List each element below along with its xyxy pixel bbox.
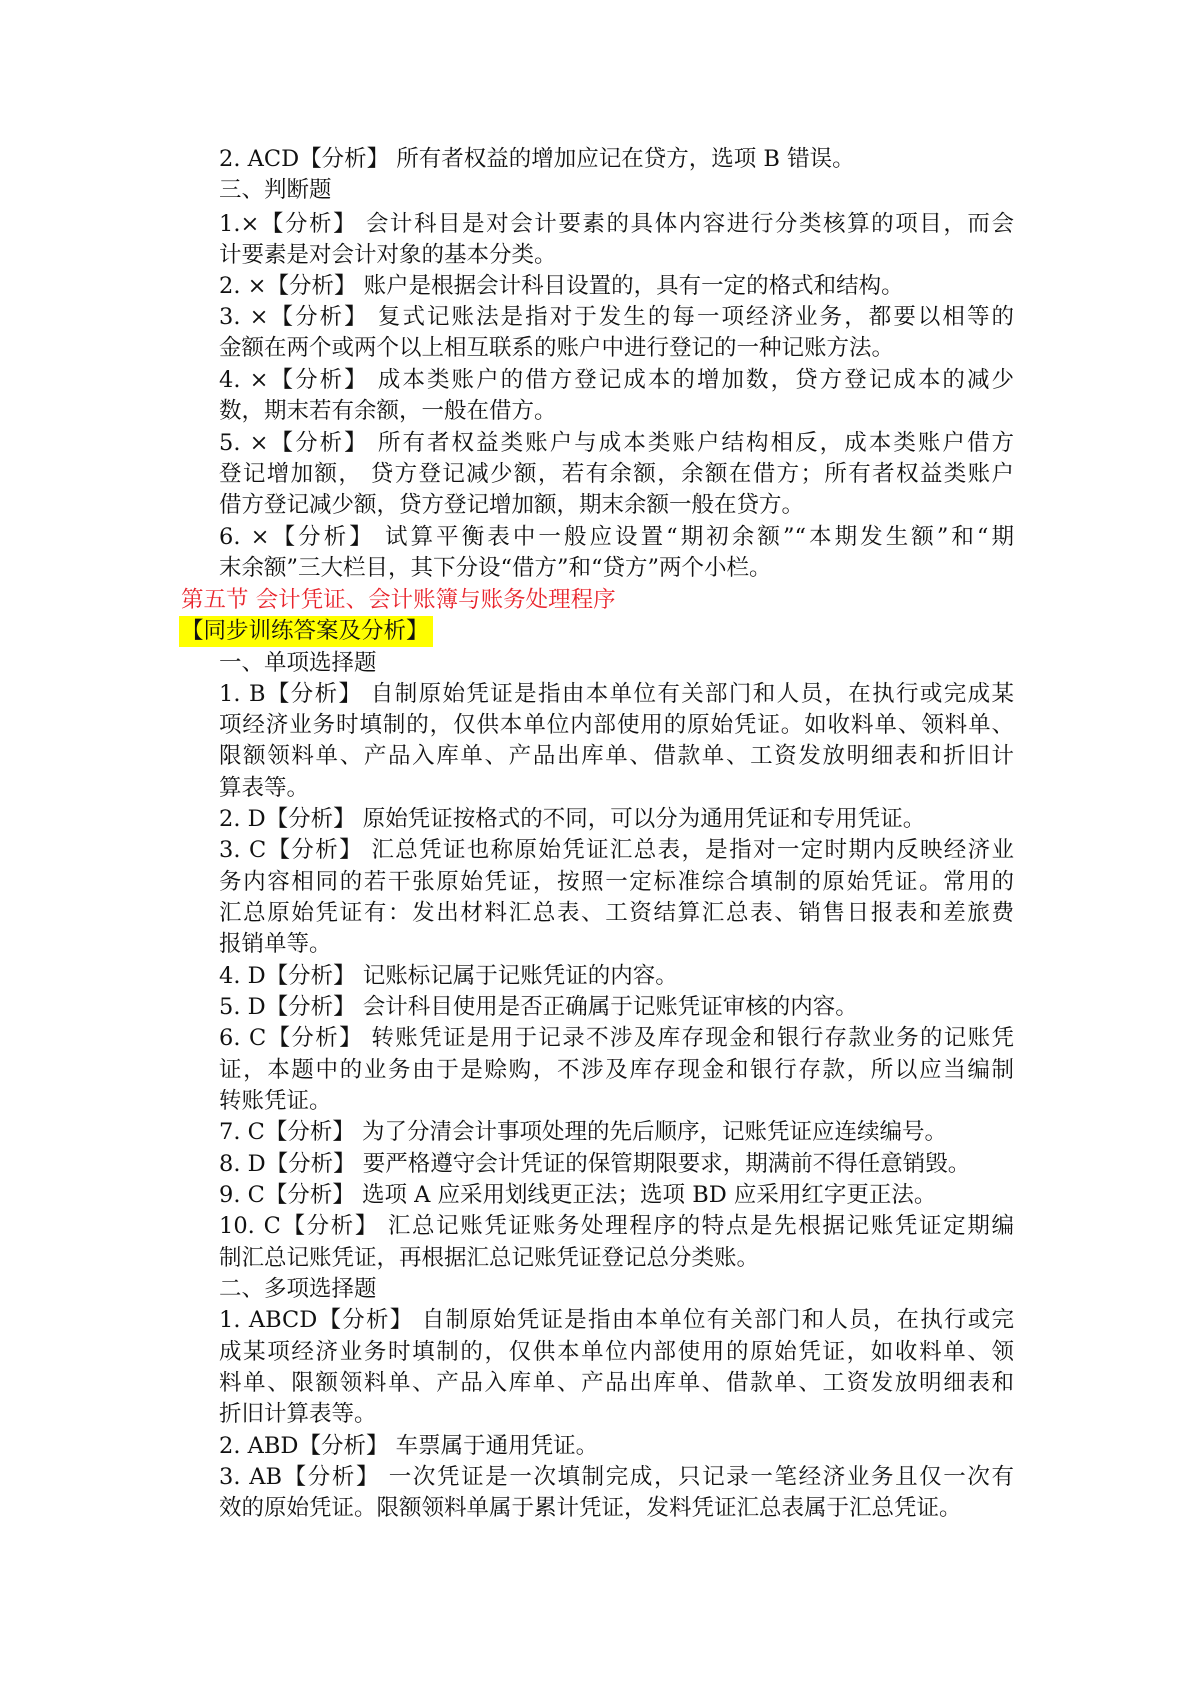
text-line: 7. C【分析】 为了分清会计事项处理的先后顺序，记账凭证应连续编号。	[219, 1119, 947, 1145]
text-line: 末余额”三大栏目，其下分设“借方”和“贷方”两个小栏。	[219, 555, 772, 581]
text-line: 9. C【分析】 选项 A 应采用划线更正法；选项 BD 应采用红字更正法。	[219, 1182, 937, 1208]
text-line: 3. AB【分析】 一次凭证是一次填制完成，只记录一笔经济业务且仅一次有	[219, 1464, 1014, 1490]
text-line: 2. ACD【分析】 所有者权益的增加应记在贷方，选项 B 错误。	[219, 146, 855, 172]
text-line: 4. D【分析】 记账标记属于记账凭证的内容。	[219, 963, 678, 989]
text-line: 6. C【分析】 转账凭证是用于记录不涉及库存现金和银行存款业务的记账凭	[219, 1025, 1014, 1051]
text-line: 证，本题中的业务由于是赊购，不涉及库存现金和银行存款，所以应当编制	[219, 1057, 1014, 1083]
text-line: 3. ×【分析】 复式记账法是指对于发生的每一项经济业务，都要以相等的	[219, 304, 1014, 330]
text-line: 2. ABD【分析】 车票属于通用凭证。	[219, 1433, 599, 1459]
text-line: 6. ×【分析】 试算平衡表中一般应设置“期初余额”“本期发生额”和“期	[219, 524, 1014, 550]
text-line: 2. ×【分析】 账户是根据会计科目设置的，具有一定的格式和结构。	[219, 273, 904, 299]
text-line: 2. D【分析】 原始凭证按格式的不同，可以分为通用凭证和专用凭证。	[219, 806, 926, 832]
text-line: 务内容相同的若干张原始凭证，按照一定标准综合填制的原始凭证。常用的	[219, 869, 1014, 895]
text-line: 登记增加额， 贷方登记减少额，若有余额，余额在借方；所有者权益类账户	[219, 461, 1014, 487]
text-line: 制汇总记账凭证，再根据汇总记账凭证登记总分类账。	[219, 1245, 760, 1271]
text-line: 10. C【分析】 汇总记账凭证账务处理程序的特点是先根据记账凭证定期编	[219, 1213, 1014, 1239]
text-line: 效的原始凭证。限额领料单属于累计凭证，发料凭证汇总表属于汇总凭证。	[219, 1495, 962, 1521]
text-line: 二、多项选择题	[219, 1276, 377, 1302]
text-line: 数，期末若有余额，一般在借方。	[219, 398, 557, 424]
text-line: 3. C【分析】 汇总凭证也称原始凭证汇总表，是指对一定时期内反映经济业	[219, 837, 1014, 863]
text-line: 1. ABCD【分析】 自制原始凭证是指由本单位有关部门和人员，在执行或完	[219, 1307, 1014, 1333]
text-line: 限额领料单、产品入库单、产品出库单、借款单、工资发放明细表和折旧计	[219, 743, 1014, 769]
text-line: 一、单项选择题	[219, 650, 377, 676]
text-line: 5. D【分析】 会计科目使用是否正确属于记账凭证审核的内容。	[219, 994, 858, 1020]
text-line: 算表等。	[219, 775, 310, 801]
text-line: 三、判断题	[219, 177, 332, 203]
text-line: 项经济业务时填制的，仅供本单位内部使用的原始凭证。如收料单、领料单、	[219, 712, 1014, 738]
text-line: 5. ×【分析】 所有者权益类账户与成本类账户结构相反，成本类账户借方	[219, 430, 1014, 456]
text-line: 8. D【分析】 要严格遵守会计凭证的保管期限要求，期满前不得任意销毁。	[219, 1151, 971, 1177]
text-line: 借方登记减少额，贷方登记增加额，期末余额一般在贷方。	[219, 492, 805, 518]
text-line: 计要素是对会计对象的基本分类。	[219, 242, 557, 268]
text-line: 1. B【分析】 自制原始凭证是指由本单位有关部门和人员，在执行或完成某	[219, 681, 1014, 707]
text-line: 报销单等。	[219, 931, 332, 957]
text-line: 成某项经济业务时填制的，仅供本单位内部使用的原始凭证，如收料单、领	[219, 1339, 1014, 1365]
text-line: 料单、限额领料单、产品入库单、产品出库单、借款单、工资发放明细表和	[219, 1370, 1014, 1396]
text-line: 金额在两个或两个以上相互联系的账户中进行登记的一种记账方法。	[219, 335, 895, 361]
text-line: 转账凭证。	[219, 1088, 332, 1114]
text-line: 1.×【分析】 会计科目是对会计要素的具体内容进行分类核算的项目，而会	[219, 211, 1014, 237]
text-line: 折旧计算表等。	[219, 1401, 377, 1427]
highlighted-heading: 【同步训练答案及分析】	[179, 616, 433, 647]
text-line: 汇总原始凭证有：发出材料汇总表、工资结算汇总表、销售日报表和差旅费	[219, 900, 1014, 926]
section-title: 第五节 会计凭证、会计账簿与账务处理程序	[181, 587, 616, 613]
text-line: 4. ×【分析】 成本类账户的借方登记成本的增加数，贷方登记成本的减少	[219, 367, 1014, 393]
